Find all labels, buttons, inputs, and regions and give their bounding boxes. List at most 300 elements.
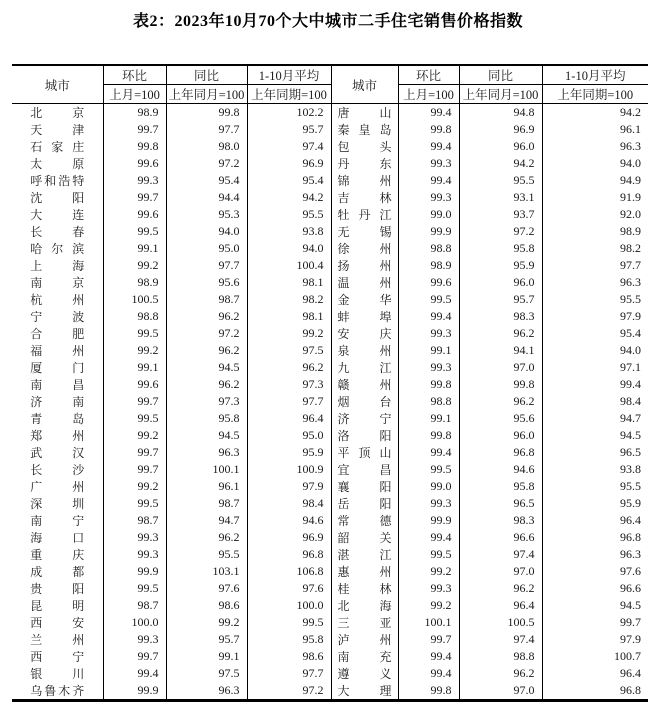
table-row <box>12 546 648 563</box>
city-name: 唐 山 <box>337 106 392 120</box>
yoy-value-cell: 98.3 <box>459 512 542 529</box>
city-name: 南 京 <box>30 276 85 290</box>
city-name: 南 昌 <box>30 378 85 392</box>
city-cell <box>331 121 398 138</box>
yoy-value-cell: 96.9 <box>459 121 542 138</box>
city-cell <box>331 172 398 189</box>
city-name: 沈 阳 <box>30 191 85 205</box>
city-name: 济 宁 <box>337 412 392 426</box>
city-cell <box>331 240 398 257</box>
header-yoy-right: 同比 <box>459 65 542 85</box>
city-name: 岳 阳 <box>337 497 392 511</box>
table-row <box>12 665 648 682</box>
yoy-value-cell: 99.1 <box>166 648 247 665</box>
table-row <box>12 580 648 597</box>
avg-value-cell: 98.2 <box>247 291 331 308</box>
city-name: 深 圳 <box>30 497 85 511</box>
mom-value-cell: 99.4 <box>398 665 459 682</box>
mom-value-cell: 98.8 <box>103 308 166 325</box>
yoy-value-cell: 96.1 <box>166 478 247 495</box>
table-row <box>12 359 648 376</box>
avg-value-cell: 96.6 <box>542 580 648 597</box>
mom-value-cell: 99.5 <box>398 461 459 478</box>
city-name: 杭 州 <box>30 293 85 307</box>
yoy-value-cell: 96.2 <box>166 308 247 325</box>
table-row <box>12 291 648 308</box>
yoy-value-cell: 96.4 <box>459 597 542 614</box>
table-row <box>12 189 648 206</box>
mom-value-cell: 99.9 <box>103 682 166 701</box>
avg-value-cell: 96.3 <box>542 274 648 291</box>
mom-value-cell: 99.5 <box>103 223 166 240</box>
avg-value-cell: 94.0 <box>247 240 331 257</box>
city-cell <box>12 648 103 665</box>
header-city-right: 城市 <box>331 65 398 104</box>
city-cell <box>12 325 103 342</box>
table-row <box>12 240 648 257</box>
mom-value-cell: 99.4 <box>398 104 459 122</box>
mom-value-cell: 99.1 <box>103 240 166 257</box>
city-cell <box>12 410 103 427</box>
city-name: 济 南 <box>30 395 85 409</box>
mom-value-cell: 98.9 <box>103 104 166 122</box>
mom-value-cell: 99.4 <box>103 665 166 682</box>
city-name: 秦 皇 岛 <box>337 123 392 137</box>
avg-value-cell: 94.6 <box>247 512 331 529</box>
price-index-table <box>12 64 648 702</box>
city-name: 丹 东 <box>337 157 392 171</box>
mom-value-cell: 99.7 <box>103 121 166 138</box>
city-name: 牡 丹 江 <box>337 208 392 222</box>
avg-value-cell: 98.1 <box>247 308 331 325</box>
table-row <box>12 444 648 461</box>
city-name: 大 连 <box>30 208 85 222</box>
mom-value-cell: 99.2 <box>398 597 459 614</box>
table-row <box>12 393 648 410</box>
avg-value-cell: 94.2 <box>542 104 648 122</box>
yoy-value-cell: 96.2 <box>459 580 542 597</box>
table-row <box>12 121 648 138</box>
yoy-value-cell: 95.4 <box>166 172 247 189</box>
yoy-value-cell: 100.1 <box>166 461 247 478</box>
city-name: 洛 阳 <box>337 429 392 443</box>
city-name: 三 亚 <box>337 616 392 630</box>
city-name: 赣 州 <box>337 378 392 392</box>
mom-value-cell: 99.5 <box>103 580 166 597</box>
avg-value-cell: 94.5 <box>542 427 648 444</box>
city-cell <box>331 291 398 308</box>
mom-value-cell: 99.2 <box>103 257 166 274</box>
mom-value-cell: 99.3 <box>103 529 166 546</box>
mom-value-cell: 99.7 <box>103 393 166 410</box>
yoy-value-cell: 96.0 <box>459 274 542 291</box>
avg-value-cell: 97.7 <box>542 257 648 274</box>
avg-value-cell: 100.7 <box>542 648 648 665</box>
city-cell <box>331 580 398 597</box>
city-name: 无 锡 <box>337 225 392 239</box>
avg-value-cell: 95.5 <box>542 291 648 308</box>
yoy-value-cell: 94.1 <box>459 342 542 359</box>
avg-value-cell: 93.8 <box>542 461 648 478</box>
avg-value-cell: 97.3 <box>247 376 331 393</box>
table-row <box>12 206 648 223</box>
yoy-value-cell: 96.3 <box>166 682 247 701</box>
mom-value-cell: 99.6 <box>103 376 166 393</box>
yoy-value-cell: 96.2 <box>459 325 542 342</box>
avg-value-cell: 95.4 <box>542 325 648 342</box>
city-name: 青 岛 <box>30 412 85 426</box>
mom-value-cell: 99.7 <box>103 648 166 665</box>
avg-value-cell: 96.8 <box>247 546 331 563</box>
yoy-value-cell: 96.2 <box>166 342 247 359</box>
yoy-value-cell: 98.7 <box>166 495 247 512</box>
header-city-left: 城市 <box>12 65 103 104</box>
mom-value-cell: 99.3 <box>398 325 459 342</box>
city-cell <box>12 104 103 122</box>
city-cell <box>12 189 103 206</box>
city-name: 武 汉 <box>30 446 85 460</box>
city-name: 安 庆 <box>337 327 392 341</box>
avg-value-cell: 96.1 <box>542 121 648 138</box>
avg-value-cell: 97.6 <box>247 580 331 597</box>
yoy-value-cell: 97.4 <box>459 546 542 563</box>
city-cell <box>12 444 103 461</box>
avg-value-cell: 97.9 <box>542 308 648 325</box>
city-name: 呼 和 浩 特 <box>30 174 85 188</box>
avg-value-cell: 97.1 <box>542 359 648 376</box>
table-row <box>12 274 648 291</box>
yoy-value-cell: 96.2 <box>459 393 542 410</box>
avg-value-cell: 97.9 <box>542 631 648 648</box>
avg-value-cell: 97.6 <box>542 563 648 580</box>
city-cell <box>331 325 398 342</box>
table-row <box>12 563 648 580</box>
city-name: 成 都 <box>30 565 85 579</box>
avg-value-cell: 98.6 <box>247 648 331 665</box>
city-name: 乌 鲁 木 齐 <box>30 684 85 698</box>
mom-value-cell: 99.4 <box>398 172 459 189</box>
city-cell <box>331 631 398 648</box>
mom-value-cell: 98.9 <box>398 257 459 274</box>
city-cell <box>331 376 398 393</box>
avg-value-cell: 96.4 <box>542 665 648 682</box>
city-name: 烟 台 <box>337 395 392 409</box>
yoy-value-cell: 97.2 <box>166 155 247 172</box>
avg-value-cell: 94.7 <box>542 410 648 427</box>
city-name: 惠 州 <box>337 565 392 579</box>
city-cell <box>12 376 103 393</box>
mom-value-cell: 100.0 <box>103 614 166 631</box>
city-name: 北 海 <box>337 599 392 613</box>
yoy-value-cell: 94.2 <box>459 155 542 172</box>
city-cell <box>12 359 103 376</box>
city-name: 宜 昌 <box>337 463 392 477</box>
yoy-value-cell: 94.6 <box>459 461 542 478</box>
yoy-value-cell: 98.3 <box>459 308 542 325</box>
yoy-value-cell: 95.5 <box>459 172 542 189</box>
avg-value-cell: 96.8 <box>542 529 648 546</box>
avg-value-cell: 96.3 <box>542 546 648 563</box>
mom-value-cell: 99.7 <box>103 461 166 478</box>
mom-value-cell: 99.4 <box>398 444 459 461</box>
table-row <box>12 410 648 427</box>
table-row <box>12 478 648 495</box>
yoy-value-cell: 94.7 <box>166 512 247 529</box>
yoy-value-cell: 94.5 <box>166 359 247 376</box>
avg-value-cell: 95.5 <box>542 478 648 495</box>
yoy-value-cell: 94.4 <box>166 189 247 206</box>
mom-value-cell: 99.3 <box>398 580 459 597</box>
yoy-value-cell: 96.0 <box>459 138 542 155</box>
mom-value-cell: 99.6 <box>103 155 166 172</box>
mom-value-cell: 99.3 <box>398 155 459 172</box>
avg-value-cell: 94.2 <box>247 189 331 206</box>
table-row <box>12 682 648 701</box>
avg-value-cell: 94.0 <box>542 155 648 172</box>
city-cell <box>331 614 398 631</box>
city-cell <box>12 631 103 648</box>
yoy-value-cell: 96.8 <box>459 444 542 461</box>
avg-value-cell: 96.9 <box>247 529 331 546</box>
mom-value-cell: 99.6 <box>103 206 166 223</box>
table-row <box>12 461 648 478</box>
table-row <box>12 427 648 444</box>
avg-value-cell: 98.4 <box>542 393 648 410</box>
avg-value-cell: 95.9 <box>247 444 331 461</box>
header-yoy-left: 同比 <box>166 65 247 85</box>
avg-value-cell: 95.4 <box>247 172 331 189</box>
city-name: 平 顶 山 <box>337 446 392 460</box>
avg-value-cell: 96.9 <box>247 155 331 172</box>
avg-value-cell: 98.1 <box>247 274 331 291</box>
avg-value-cell: 96.8 <box>542 682 648 701</box>
table-row <box>12 104 648 122</box>
city-cell <box>331 444 398 461</box>
city-name: 韶 关 <box>337 531 392 545</box>
mom-value-cell: 100.1 <box>398 614 459 631</box>
city-name: 福 州 <box>30 344 85 358</box>
yoy-value-cell: 94.5 <box>166 427 247 444</box>
city-name: 温 州 <box>337 276 392 290</box>
page-title: 表2：2023年10月70个大中城市二手住宅销售价格指数 <box>132 13 523 30</box>
city-cell <box>12 257 103 274</box>
city-name: 包 头 <box>337 140 392 154</box>
city-name: 桂 林 <box>337 582 392 596</box>
mom-value-cell: 99.2 <box>398 563 459 580</box>
mom-value-cell: 99.3 <box>103 631 166 648</box>
avg-value-cell: 98.9 <box>542 223 648 240</box>
mom-value-cell: 98.7 <box>103 512 166 529</box>
mom-value-cell: 99.0 <box>398 206 459 223</box>
city-cell <box>331 257 398 274</box>
city-name: 泉 州 <box>337 344 392 358</box>
yoy-value-cell: 97.0 <box>459 359 542 376</box>
yoy-value-cell: 103.1 <box>166 563 247 580</box>
table-row <box>12 223 648 240</box>
yoy-value-cell: 95.6 <box>459 410 542 427</box>
mom-value-cell: 99.4 <box>398 138 459 155</box>
city-cell <box>12 172 103 189</box>
table-row <box>12 512 648 529</box>
mom-value-cell: 99.5 <box>103 325 166 342</box>
table-row <box>12 631 648 648</box>
yoy-value-cell: 97.7 <box>166 121 247 138</box>
mom-value-cell: 99.3 <box>398 189 459 206</box>
avg-value-cell: 97.4 <box>247 138 331 155</box>
avg-value-cell: 97.5 <box>247 342 331 359</box>
yoy-value-cell: 96.3 <box>166 444 247 461</box>
avg-value-cell: 99.5 <box>247 614 331 631</box>
yoy-value-cell: 96.6 <box>459 529 542 546</box>
city-cell <box>12 206 103 223</box>
mom-value-cell: 99.3 <box>398 359 459 376</box>
table-row <box>12 648 648 665</box>
city-cell <box>12 308 103 325</box>
table-body <box>12 104 648 701</box>
city-cell <box>12 121 103 138</box>
yoy-value-cell: 97.4 <box>459 631 542 648</box>
city-cell <box>331 461 398 478</box>
city-cell <box>331 274 398 291</box>
mom-value-cell: 99.6 <box>398 274 459 291</box>
city-name: 哈 尔 滨 <box>30 242 85 256</box>
city-cell <box>12 563 103 580</box>
city-cell <box>331 206 398 223</box>
mom-value-cell: 99.9 <box>398 223 459 240</box>
city-cell <box>12 138 103 155</box>
city-cell <box>12 478 103 495</box>
avg-value-cell: 102.2 <box>247 104 331 122</box>
header-avg-base-right: 上年同期=100 <box>542 85 648 104</box>
header-avg-base-left: 上年同期=100 <box>247 85 331 104</box>
city-cell <box>12 546 103 563</box>
avg-value-cell: 96.2 <box>247 359 331 376</box>
yoy-value-cell: 95.5 <box>166 546 247 563</box>
city-cell <box>12 597 103 614</box>
city-name: 石 家 庄 <box>30 140 85 154</box>
city-name: 遵 义 <box>337 667 392 681</box>
mom-value-cell: 99.4 <box>398 529 459 546</box>
yoy-value-cell: 95.3 <box>166 206 247 223</box>
city-name: 厦 门 <box>30 361 85 375</box>
table-row <box>12 257 648 274</box>
mom-value-cell: 99.8 <box>398 121 459 138</box>
yoy-value-cell: 97.3 <box>166 393 247 410</box>
city-name: 合 肥 <box>30 327 85 341</box>
city-cell <box>331 495 398 512</box>
yoy-value-cell: 98.8 <box>459 648 542 665</box>
mom-value-cell: 99.5 <box>103 495 166 512</box>
city-cell <box>331 359 398 376</box>
avg-value-cell: 96.4 <box>542 512 648 529</box>
city-name: 海 口 <box>30 531 85 545</box>
city-cell <box>331 665 398 682</box>
avg-value-cell: 95.7 <box>247 121 331 138</box>
mom-value-cell: 99.8 <box>398 427 459 444</box>
yoy-value-cell: 95.8 <box>459 240 542 257</box>
header-mom-right: 环比 <box>398 65 459 85</box>
avg-value-cell: 99.4 <box>542 376 648 393</box>
city-cell <box>331 512 398 529</box>
yoy-value-cell: 97.2 <box>166 325 247 342</box>
city-cell <box>12 614 103 631</box>
avg-value-cell: 94.9 <box>542 172 648 189</box>
city-name: 南 宁 <box>30 514 85 528</box>
header-avg-right: 1-10月平均 <box>542 65 648 85</box>
city-name: 蚌 埠 <box>337 310 392 324</box>
table-row <box>12 155 648 172</box>
yoy-value-cell: 96.0 <box>459 427 542 444</box>
table-row <box>12 172 648 189</box>
yoy-value-cell: 97.5 <box>166 665 247 682</box>
header-avg-left: 1-10月平均 <box>247 65 331 85</box>
city-cell <box>331 223 398 240</box>
avg-value-cell: 97.7 <box>247 665 331 682</box>
table-header <box>12 65 648 104</box>
yoy-value-cell: 95.8 <box>459 478 542 495</box>
avg-value-cell: 98.4 <box>247 495 331 512</box>
city-name: 上 海 <box>30 259 85 273</box>
mom-value-cell: 99.1 <box>398 342 459 359</box>
city-cell <box>12 274 103 291</box>
yoy-value-cell: 96.2 <box>166 529 247 546</box>
table-row <box>12 614 648 631</box>
yoy-value-cell: 93.7 <box>459 206 542 223</box>
yoy-value-cell: 94.0 <box>166 223 247 240</box>
yoy-value-cell: 94.8 <box>459 104 542 122</box>
city-cell <box>12 461 103 478</box>
city-cell <box>12 682 103 701</box>
yoy-value-cell: 97.0 <box>459 563 542 580</box>
yoy-value-cell: 100.5 <box>459 614 542 631</box>
mom-value-cell: 99.2 <box>103 342 166 359</box>
mom-value-cell: 99.9 <box>103 563 166 580</box>
avg-value-cell: 99.2 <box>247 325 331 342</box>
city-cell <box>331 427 398 444</box>
city-name: 西 宁 <box>30 650 85 664</box>
city-cell <box>331 478 398 495</box>
avg-value-cell: 92.0 <box>542 206 648 223</box>
yoy-value-cell: 98.7 <box>166 291 247 308</box>
city-cell <box>331 563 398 580</box>
yoy-value-cell: 98.6 <box>166 597 247 614</box>
mom-value-cell: 99.8 <box>398 376 459 393</box>
city-cell <box>12 223 103 240</box>
city-cell <box>12 240 103 257</box>
yoy-value-cell: 98.0 <box>166 138 247 155</box>
city-cell <box>331 308 398 325</box>
table-row <box>12 342 648 359</box>
avg-value-cell: 96.5 <box>542 444 648 461</box>
city-name: 南 充 <box>337 650 392 664</box>
mom-value-cell: 99.0 <box>398 478 459 495</box>
mom-value-cell: 99.2 <box>103 427 166 444</box>
header-yoy-base-right: 上年同月=100 <box>459 85 542 104</box>
avg-value-cell: 100.4 <box>247 257 331 274</box>
yoy-value-cell: 99.2 <box>166 614 247 631</box>
city-name: 湛 江 <box>337 548 392 562</box>
yoy-value-cell: 95.7 <box>166 631 247 648</box>
avg-value-cell: 99.7 <box>542 614 648 631</box>
yoy-value-cell: 95.8 <box>166 410 247 427</box>
table-row <box>12 325 648 342</box>
city-cell <box>331 529 398 546</box>
yoy-value-cell: 99.8 <box>166 104 247 122</box>
city-name: 长 春 <box>30 225 85 239</box>
table-row <box>12 308 648 325</box>
avg-value-cell: 97.7 <box>247 393 331 410</box>
city-cell <box>12 427 103 444</box>
